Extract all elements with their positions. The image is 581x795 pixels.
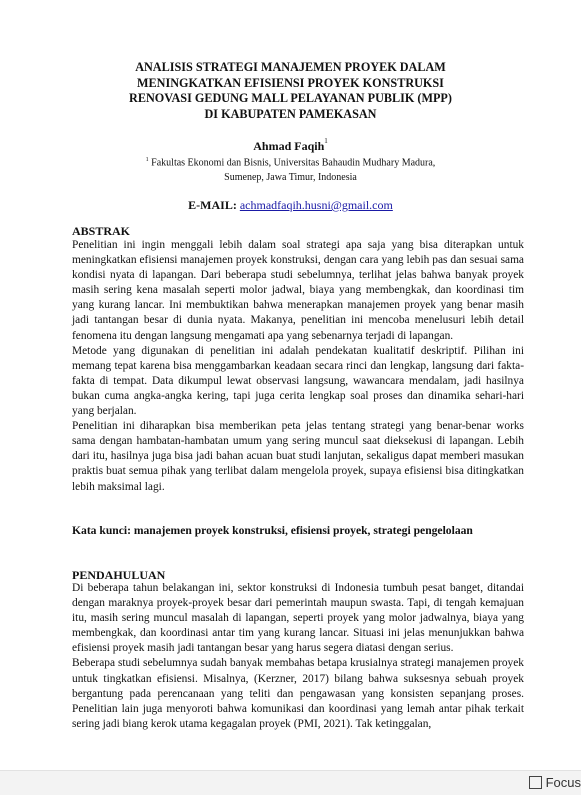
author-line [0,139,581,154]
author-name: Ahmad Faqih [253,139,325,153]
abstract-body [72,238,524,495]
title-line: MENINGKATKAN EFISIENSI PROYEK KONSTRUKSI [137,75,444,90]
affiliation-line-2: Sumenep, Jawa Timur, Indonesia [224,172,357,184]
focus-label: Focus [545,775,581,790]
affiliation-line-1: Fakultas Ekonomi dan Bisnis, Universitas Bahaudin Mudhary Madura, [151,157,436,169]
intro-heading: PENDAHULUAN [72,568,166,582]
affiliation [130,153,451,185]
title-line: ANALISIS STRATEGI MANAJEMEN PROYEK DALAM [135,60,446,74]
abstract-paragraph: Penelitian ini diharapkan bisa memberikan peta jelas tentang strategi yang benar-benar works sama dengan hambatan-hambatan umum yang sering muncul saat dieksekusi di lapangan. Lebih dari itu, hasilnya juga bisa jadi bahan acuan buat studi lanjutan, sekaligus dapat memberi masukan praktis buat semua pihak yang terlibat dalam mengelola proyek, supaya efisiensi bisa ditingkatkan lebih maksimal lagi. [72,420,524,493]
abstract-paragraph: Metode yang digunakan di penelitian ini adalah pendekatan kualitatif deskriptif. Pilihan ini memang tepat karena bisa menggambarkan keadaan secara rinci dan lengkap, langsung dari fakta-fakta di tempat. Data dikumpul lewat observasi langsung, wawancara mendalam, jadi hasilnya bukan cuma angka-angka kering, tapi juga cerita lengkap soal proses dan dinamika sehari-hari yang berjalan. [72,344,524,418]
focus-button[interactable] [529,775,581,790]
abstract-paragraph: Penelitian ini ingin menggali lebih dalam soal strategi apa saja yang bisa diterapkan untuk meningkatkan efisiensi manajemen proyek konstruksi, dengan cara yang lebih pas dan sesuai sama kondisi nyata di lapangan. Dari beberapa studi sebelumnya, terlihat jelas bahwa banyak proyek masih sering kena masalah seperti molor jadwal, biaya yang membengkak, dan koordinasi tim yang kurang lancar. Ini membuktikan bahwa menerapkan manajemen proyek yang benar masih jadi tantangan besar di dunia nyata. Makanya, penelitian ini mencoba menelusuri lebih detail fenomena itu dengan langsung mengamati apa yang sebenarnya terjadi di lapangan. [72,239,524,342]
email-line [0,198,581,213]
focus-icon [529,776,542,789]
intro-paragraph: Di beberapa tahun belakangan ini, sektor konstruksi di Indonesia tumbuh pesat banget, ditandai dengan maraknya proyek-proyek besar dari pemerintah maupun swasta. Tapi, di tengah kemajuan itu, masih sering muncul masalah di lapangan, seperti proyek yang molor jadwalnya, biaya yang membengkak, dan koordinasi antar tim yang kurang lancar. Situasi ini jelas menunjukkan bahwa efisiensi proyek masih jadi tantangan besar yang harus segera diatasi dengan serius. [72,582,524,655]
status-bar [0,770,581,795]
author-superscript: 1 [324,137,328,145]
keywords: Kata kunci: manajemen proyek konstruksi, efisiensi proyek, strategi pengelolaan [72,524,473,537]
email-label: E-MAIL: [188,198,237,212]
intro-body [72,581,524,732]
affiliation-superscript: 1 [145,157,149,163]
intro-paragraph: Beberapa studi sebelumnya sudah banyak membahas betapa krusialnya strategi manajemen proyek untuk tingkatkan efisiensi. Misalnya, (Kerzner, 2017) bilang bahwa suksesnya sebuah proyek bergantung pada perencanaan yang teliti dan pengawasan yang konsisten sepanjang proses. Penelitian lain juga menyoroti bahwa komunikasi dan koordinasi yang lemah antar pihak terkait sering jadi biang kerok utama kegagalan proyek (PMI, 2021). Tak ketinggalan, [72,657,524,730]
abstract-heading: ABSTRAK [72,224,131,238]
paper-title [120,60,461,122]
title-line: DI KABUPATEN PAMEKASAN [204,106,377,121]
title-line: RENOVASI GEDUNG MALL PELAYANAN PUBLIK (MPP) [129,91,452,105]
email-link[interactable]: achmadfaqih.husni@gmail.com [239,198,393,212]
